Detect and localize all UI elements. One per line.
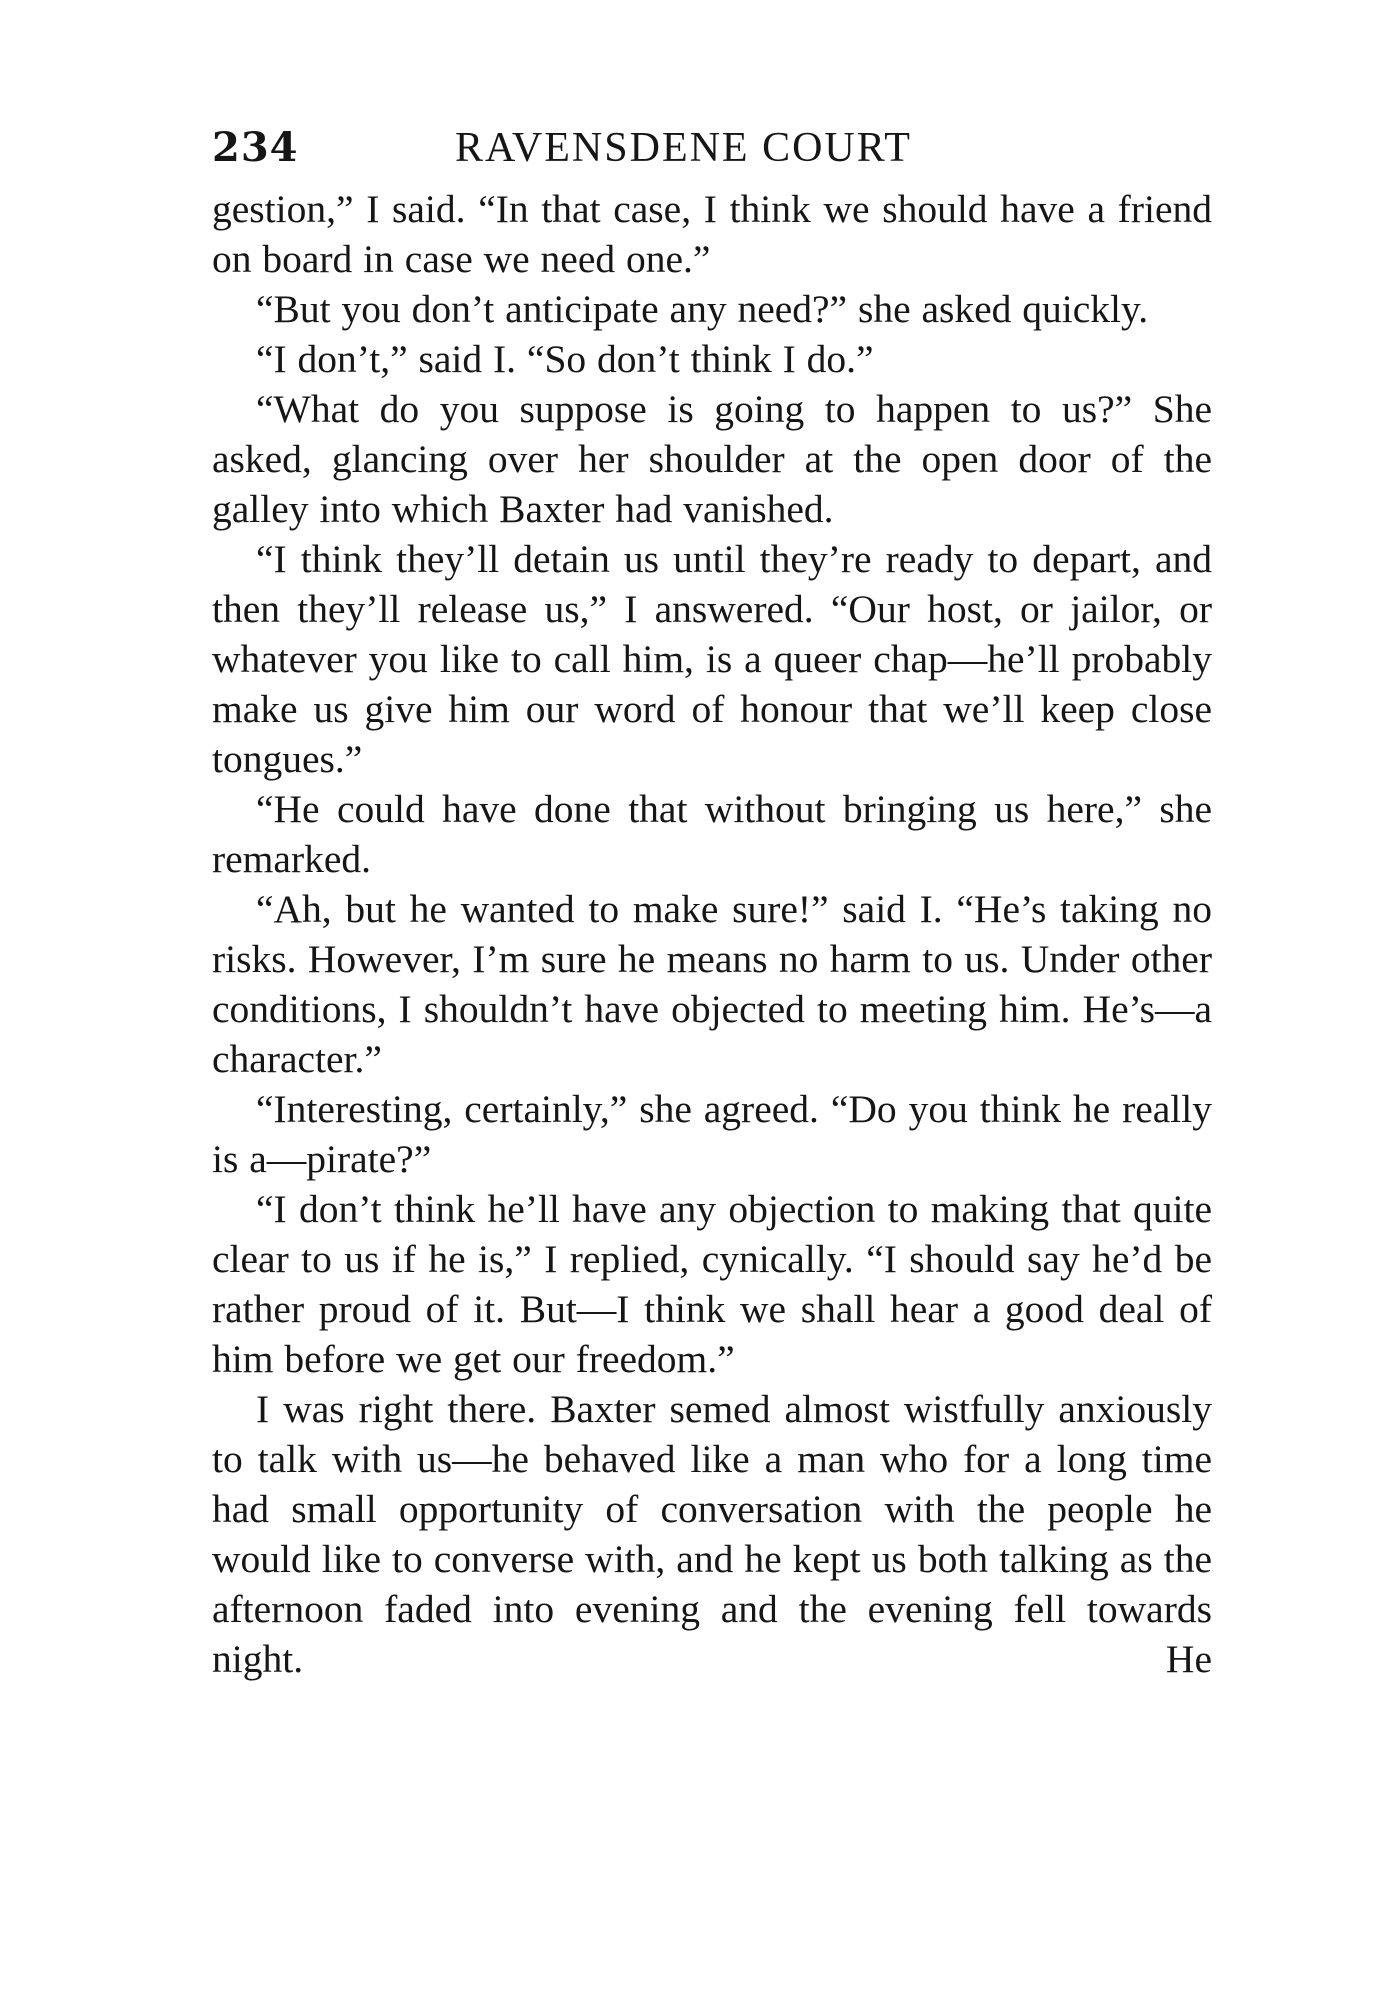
paragraph: “He could have done that without bringing us here,” she remarked. (212, 787, 1212, 881)
running-title: RAVENSDENE COURT (455, 125, 912, 171)
running-head (212, 120, 1210, 176)
paragraph: gestion,” I said. “In that case, I think we should have a friend on board in case we need one.” (212, 187, 1212, 281)
paragraph: I was right there. Baxter semed almost wistfully anxiously to talk with us—he behaved like a man who for a long time had small opportunity of conversation with the people he would like to converse with, and he kept us both talking as the afternoon faded into evening and the evening fell towards night. He (212, 1387, 1212, 1681)
paragraph: “Ah, but he wanted to make sure!” said I. “He’s taking no risks. However, I’m sure he means no harm to us. Under other conditions, I shouldn’t have objected to meeting him. He’s—a character.” (212, 887, 1212, 1081)
paragraph: “I don’t,” said I. “So don’t think I do.” (256, 337, 874, 381)
paragraph: “I don’t think he’ll have any objection to making that quite clear to us if he is,” I replied, cynically. “I should say he’d be rather proud of it. But—I think we shall hear a good deal of him before we get our freedom.” (212, 1187, 1212, 1381)
paragraph: “What do you suppose is going to happen to us?” She asked, glancing over her shoulder at the open door of the galley into which Baxter had vanished. (212, 387, 1212, 531)
body-text (212, 184, 1212, 1684)
paragraph: “I think they’ll detain us until they’re ready to depart, and then they’ll release us,” I answered. “Our host, or jailor, or whatever you like to call him, is a queer chap—he’ll probably make us give him our word of honour that we’ll keep close tongues.” (212, 537, 1212, 781)
paragraph: “Interesting, certainly,” she agreed. “Do you think he really is a—pirate?” (212, 1087, 1212, 1181)
page-number: 234 (212, 124, 299, 171)
paragraph: “But you don’t anticipate any need?” she asked quickly. (256, 287, 1149, 331)
